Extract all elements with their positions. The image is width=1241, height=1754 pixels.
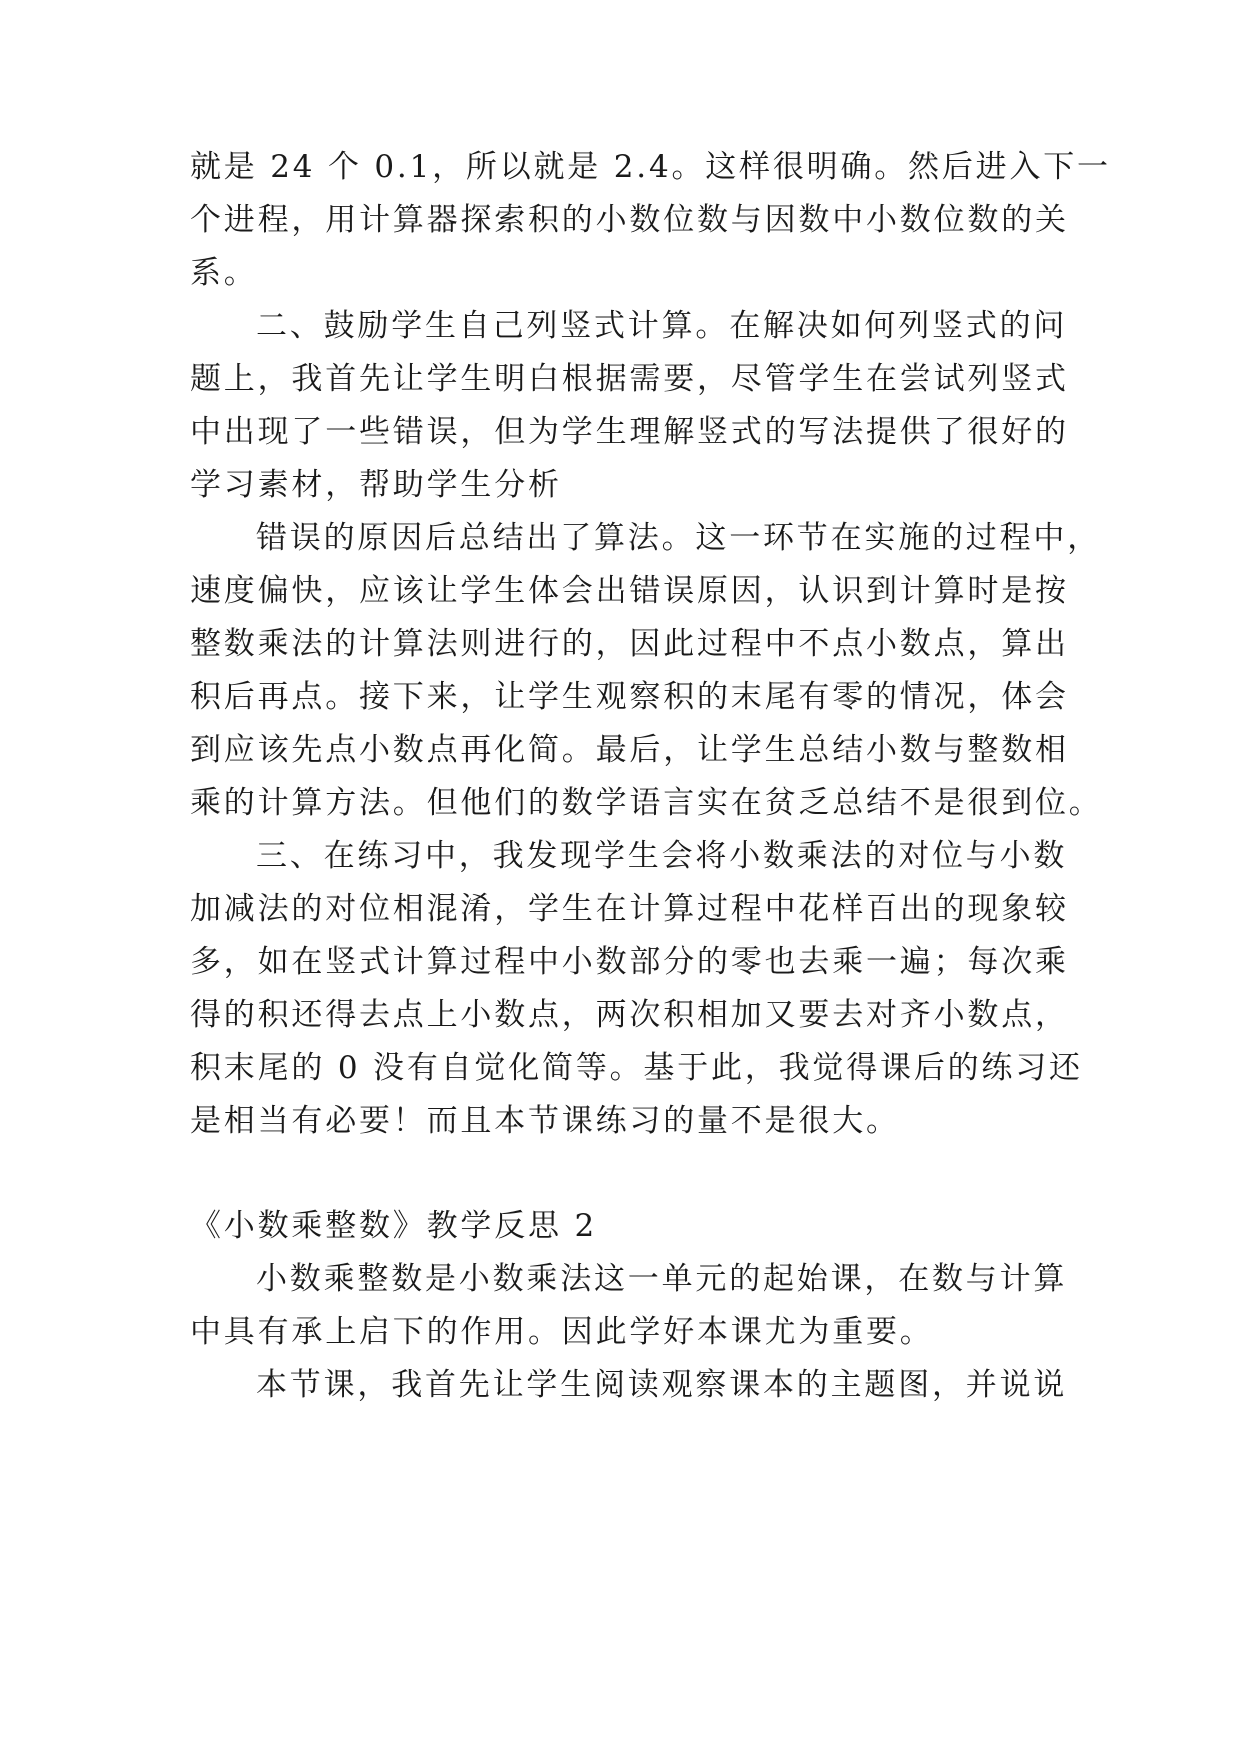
text-line: 加减法的对位相混淆，学生在计算过程中花样百出的现象较 (190, 891, 1069, 927)
text-line: 积末尾的 0 没有自觉化简等。基于此，我觉得课后的练习还 (190, 1050, 1083, 1086)
text-line: 三、在练习中，我发现学生会将小数乘法的对位与小数 (256, 838, 1068, 874)
text-line: 速度偏快，应该让学生体会出错误原因，认识到计算时是按 (190, 573, 1069, 609)
text-line: 学习素材，帮助学生分析 (190, 467, 562, 503)
text-line: 本节课，我首先让学生阅读观察课本的主题图，并说说 (256, 1367, 1068, 1403)
text-line: 系。 (190, 255, 258, 291)
text-line: 中具有承上启下的作用。因此学好本课尤为重要。 (190, 1314, 934, 1350)
text-line: 二、鼓励学生自己列竖式计算。在解决如何列竖式的问 (256, 308, 1068, 344)
text-line: 小数乘整数是小数乘法这一单元的起始课，在数与计算 (256, 1261, 1068, 1297)
text-line: 得的积还得去点上小数点，两次积相加又要去对齐小数点， (190, 997, 1069, 1033)
text-line: 是相当有必要！而且本节课练习的量不是很大。 (190, 1103, 900, 1139)
text-line: 错误的原因后总结出了算法。这一环节在实施的过程中， (256, 520, 1101, 556)
text-line: 题上，我首先让学生明白根据需要，尽管学生在尝试列竖式 (190, 361, 1069, 397)
text-line: 到应该先点小数点再化简。最后，让学生总结小数与整数相 (190, 732, 1069, 768)
section-title: 《小数乘整数》教学反思 2 (190, 1208, 597, 1244)
text-line: 乘的计算方法。但他们的数学语言实在贫乏总结不是很到位。 (190, 785, 1103, 821)
text-line: 中出现了一些错误，但为学生理解竖式的写法提供了很好的 (190, 414, 1069, 450)
text-line: 多，如在竖式计算过程中小数部分的零也去乘一遍；每次乘 (190, 944, 1069, 980)
text-line: 积后再点。接下来，让学生观察积的末尾有零的情况，体会 (190, 679, 1069, 715)
text-line: 就是 24 个 0.1，所以就是 2.4。这样很明确。然后进入下一 (190, 149, 1111, 185)
text-line: 整数乘法的计算法则进行的，因此过程中不点小数点，算出 (190, 626, 1069, 662)
text-line: 个进程，用计算器探索积的小数位数与因数中小数位数的关 (190, 202, 1069, 238)
